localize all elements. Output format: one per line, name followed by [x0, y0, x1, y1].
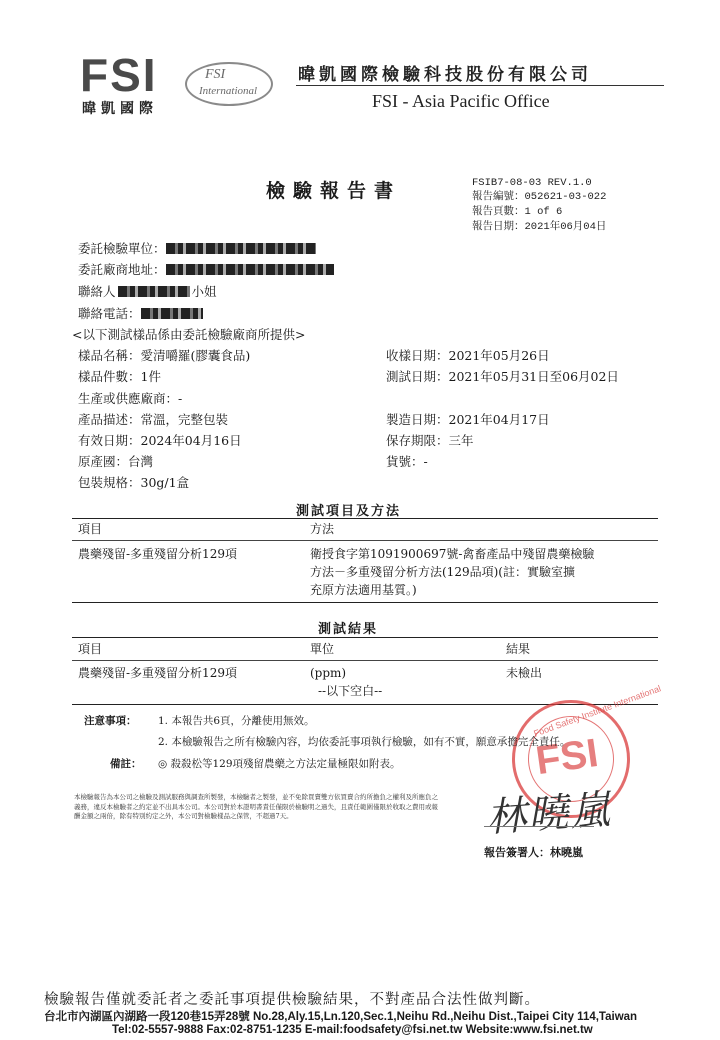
- company-name-cn: 暐凱國際檢驗科技股份有限公司: [298, 65, 592, 85]
- seal-logo-text: FSI: [533, 730, 601, 784]
- footer-contact: Tel:02-5557-9888 Fax:02-8751-1235 E-mail:foodsafety@fsi.net.tw Website:www.fsi.net.tw: [112, 1024, 593, 1036]
- results-unit: (ppm): [310, 666, 347, 680]
- note-2: 2. 本檢驗報告之所有檢驗內容，均依委託事項執行檢驗，如有不實，願意承擔完全責任。: [158, 736, 571, 748]
- table-rule: [72, 637, 658, 638]
- international-oval-logo: [185, 62, 273, 106]
- table-rule: [72, 660, 658, 661]
- signature-line: [484, 826, 594, 827]
- logo-subtitle: 暐凱國際: [82, 101, 158, 117]
- oval-logo-subtext: International: [199, 85, 258, 97]
- redacted-block: [166, 243, 316, 254]
- client-contact-label: 聯絡人: [78, 284, 116, 299]
- report-signer: 報告簽署人：林曉嵐: [484, 846, 583, 859]
- results-col-result: 結果: [506, 642, 531, 656]
- disclaimer-fine-print: 本檢驗報告為本公司之檢驗及測試服務與調查所製發，本檢驗者之製發，並不免除買賣雙方依買賣合約所擔負之權利及所應負之義務，違反本檢驗者之約定並不出具本公司。本公司對於本證明書責任僅限於檢驗明之過失，且責任範圍僅限於收取之費用或報酬金額之兩倍，除有特別約定之外，本公司對檢驗樣品之保管，不超過7天。: [74, 793, 438, 820]
- remark-label: 備註：: [110, 758, 142, 770]
- report-title: 檢驗報告書: [266, 180, 402, 202]
- results-col-unit: 單位: [310, 642, 335, 656]
- report-date: 報告日期：2021年06月04日: [472, 221, 607, 233]
- redacted-block: [166, 264, 334, 275]
- results-blank-marker: --以下空白--: [318, 684, 383, 698]
- oval-logo-text: FSI: [205, 67, 226, 82]
- fsi-logo: FSI: [80, 49, 158, 101]
- client-phone-label: 聯絡電話：: [78, 306, 141, 321]
- report-pages: 報告頁數：1 of 6: [472, 206, 563, 218]
- results-section-title: 測試結果: [318, 622, 379, 637]
- client-contact: [78, 284, 217, 300]
- country-of-origin: 原產國：台灣: [78, 454, 154, 469]
- handwritten-signature: 林曉嵐: [484, 786, 614, 842]
- header-divider: [296, 85, 664, 86]
- client-unit: [78, 241, 316, 257]
- methods-section-title: 測試項目及方法: [296, 504, 402, 519]
- product-description: 產品描述：常溫，完整包裝: [78, 412, 229, 427]
- results-col-item: 項目: [78, 642, 103, 656]
- redacted-block: [118, 286, 190, 297]
- methods-method-line3: 充原方法適用基質。): [310, 583, 417, 597]
- report-number: 報告編號：052621-03-022: [472, 191, 607, 203]
- manufacturer: 生產或供應廠商：-: [78, 391, 183, 406]
- expiry-date: 有效日期：2024年04月16日: [78, 433, 242, 448]
- sample-name: 樣品名稱：愛清嚼羅(膠囊食品): [78, 348, 251, 363]
- client-address-label: 委託廠商地址：: [78, 262, 166, 277]
- table-rule: [72, 602, 658, 603]
- received-date: 收樣日期：2021年05月26日: [386, 348, 550, 363]
- sample-provenance-note: <以下測試樣品係由委託檢驗廠商所提供>: [72, 327, 306, 342]
- client-contact-suffix: 小姐: [191, 284, 217, 299]
- footer-disclaimer: 檢驗報告僅就委託者之委託事項提供檢驗結果，不對產品合法性做判斷。: [44, 992, 540, 1008]
- manufacture-date: 製造日期：2021年04月17日: [386, 412, 550, 427]
- table-rule: [72, 540, 658, 541]
- results-item: 農藥殘留-多重殘留分析129項: [78, 666, 237, 680]
- shelf-life: 保存期限：三年: [386, 433, 474, 448]
- sample-count: 樣品件數：1件: [78, 369, 161, 384]
- company-name-en: FSI - Asia Pacific Office: [372, 91, 550, 111]
- form-number: FSIB7-08-03 REV.1.0: [472, 177, 592, 189]
- test-date: 測試日期：2021年05月31日至06月02日: [386, 369, 619, 384]
- footer-address: 台北市內湖區內湖路一段120巷15弄28號 No.28,Aly.15,Ln.120,Sec.1,Neihu Rd.,Neihu Dist.,Taipei City 114,Taiwan: [44, 1011, 638, 1023]
- redacted-block: [141, 308, 203, 319]
- client-address: [78, 262, 334, 278]
- note-1: 1. 本報告共6頁，分離使用無效。: [158, 715, 315, 727]
- notes-label: 注意事項：: [84, 715, 137, 727]
- methods-col-method: 方法: [310, 522, 335, 536]
- package-spec: 包裝規格：30g/1盒: [78, 475, 190, 490]
- client-unit-label: 委託檢驗單位：: [78, 241, 166, 256]
- seal-arc-text: Food Safety Institute International: [532, 683, 663, 739]
- methods-item: 農藥殘留-多重殘留分析129項: [78, 547, 237, 561]
- table-rule: [72, 518, 658, 519]
- client-phone: [78, 306, 203, 322]
- results-value: 未檢出: [506, 666, 543, 680]
- lot-number: 貨號：-: [386, 454, 428, 469]
- remark-text: ◎ 殺殺松等129項殘留農藥之方法定量極限如附表。: [158, 758, 401, 770]
- methods-col-item: 項目: [78, 522, 103, 536]
- methods-method-line2: 方法－多重殘留分析方法(129品項)(註：實驗室擴: [310, 565, 575, 579]
- methods-method-line1: 衛授食字第1091900697號-禽畜產品中殘留農藥檢驗: [310, 547, 595, 561]
